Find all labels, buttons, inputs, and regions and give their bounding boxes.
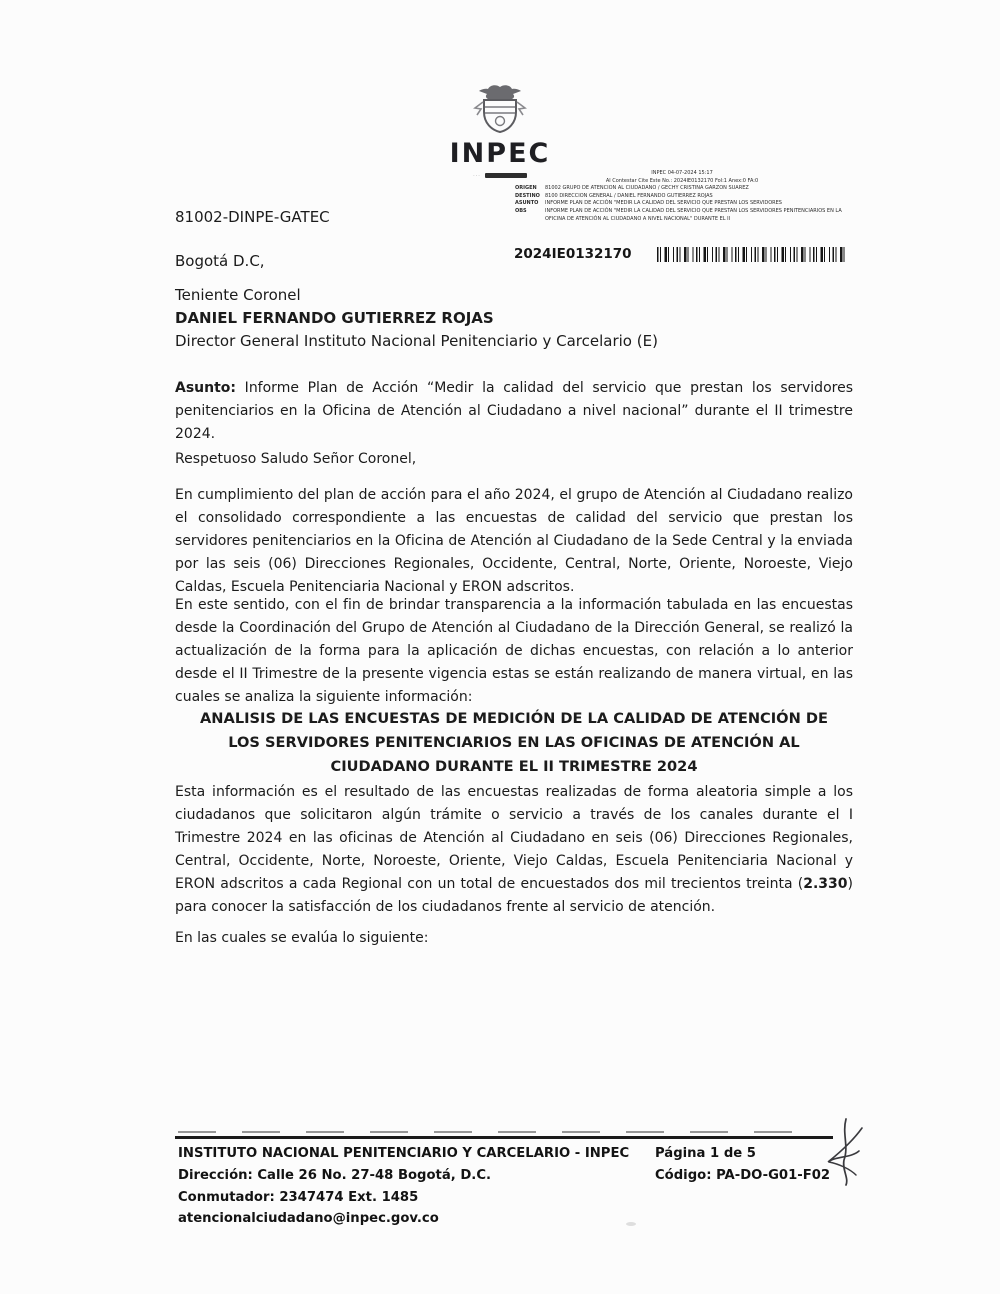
heading-line-2: LOS SERVIDORES PENITENCIARIOS EN LAS OFICINAS DE ATENCIÓN AL: [228, 734, 800, 751]
footer-phone: Conmutador: 2347474 Ext. 1485: [178, 1189, 419, 1205]
reference-code: 81002-DINPE-GATEC: [175, 208, 330, 226]
logo-wordmark: INPEC: [449, 138, 551, 169]
stamp-label: OBS: [515, 207, 527, 214]
footer-address: Dirección: Calle 26 No. 27-48 Bogotá, D.C.: [178, 1167, 492, 1183]
p3-total-encuestados: 2.330: [803, 876, 848, 892]
recipient-block: [175, 284, 658, 353]
footer-rule: [175, 1136, 833, 1139]
salutation: Respetuoso Saludo Señor Coronel,: [175, 451, 417, 467]
stamp-value: 81002 GRUPO DE ATENCION AL CIUDADANO / GECHY CRISTINA GARZON SUAREZ: [545, 185, 749, 192]
body-paragraph-3: [175, 781, 853, 919]
city-line: Bogotá D.C,: [175, 252, 265, 270]
stamp-value: 8100 DIRECCION GENERAL / DANIEL FERNANDO GUTIERREZ ROJAS: [545, 192, 713, 199]
footer-institution-block: [178, 1143, 629, 1230]
scan-smudge: [626, 1222, 636, 1226]
subject-paragraph: [175, 377, 853, 446]
stamp-row-obs: [515, 208, 849, 223]
subject-text: Informe Plan de Acción “Medir la calidad del servicio que prestan los servidores penitenciarios en la Oficina de Atención al Ciudadano a nivel nacional” durante el II trimestre 2024.: [175, 380, 853, 442]
footer-email: atencionalciudadano@inpec.gov.co: [178, 1211, 439, 1227]
stamp-value: INFORME PLAN DE ACCIÓN "MEDIR LA CALIDAD DEL SERVICIO QUE PRESTAN LOS SERVIDORES PENITENCIARIOS EN LA OFICINA DE ATENCIÓN AL CIUDADANO A NIVEL NACIONAL" DURANTE EL II: [545, 207, 842, 222]
body-paragraph-1: En cumplimiento del plan de acción para el año 2024, el grupo de Atención al Ciudadano realizo el consolidado correspondiente a las encuestas de calidad del servicio que prestan los servidores penitenciarios en la Oficina de Atención al Ciudadano de la Sede Central y la enviada por las seis (06) Direcciones Regionales, Occidente, Central, Norte, Oriente, Noroeste, Viejo Caldas, Escuela Penitenciaria Nacional y ERON adscritos.: [175, 487, 853, 595]
p3-text-post: ) para conocer la satisfacción de los ciudadanos frente al servicio de atención.: [175, 876, 853, 915]
recipient-rank: Teniente Coronel: [175, 286, 301, 304]
section-heading: [175, 707, 853, 779]
barcode: [657, 247, 845, 262]
colombia-coat-of-arms-icon: [471, 84, 529, 136]
filing-stamp: [515, 170, 849, 223]
stamp-label: ORIGEN: [515, 185, 537, 192]
radicado-number: 2024IE0132170: [514, 246, 632, 262]
footer-rule-scan-artifact: [178, 1131, 818, 1133]
stamp-datetime: INPEC 04-07-2024 15:17: [651, 170, 713, 176]
stamp-label: DESTINO: [515, 192, 540, 199]
logo-tagline-mark: [0, 172, 1000, 179]
handwritten-mark: [820, 1116, 872, 1188]
heading-line-1: ANALISIS DE LAS ENCUESTAS DE MEDICIÓN DE LA CALIDAD DE ATENCIÓN DE: [200, 710, 828, 727]
stamp-row-origen: [515, 185, 849, 193]
inpec-logo: [0, 84, 1000, 179]
p3-text-pre: Esta información es el resultado de las encuestas realizadas de forma aleatoria simple a los ciudadanos que solicitaron algún trámite o servicio a través de los canales durante el I Trimestre 2024 en las oficinas de Atención al Ciudadano en seis (06) Direcciones Regionales, Central, Occidente, Norte, Noroeste, Oriente, Viejo Caldas, Escuela Penitenciaria Nacional y ERON adscritos a cada Regional con un total de encuestados dos mil trecientos treinta (: [175, 784, 853, 892]
footer-org-name: INSTITUTO NACIONAL PENITENCIARIO Y CARCELARIO - INPEC: [178, 1146, 630, 1161]
stamp-row-asunto: [515, 200, 849, 208]
stamp-value: INFORME PLAN DE ACCIÓN "MEDIR LA CALIDAD DEL SERVICIO QUE PRESTAN LOS SERVIDORES: [545, 200, 782, 207]
recipient-name: DANIEL FERNANDO GUTIERREZ ROJAS: [175, 309, 494, 327]
subject-label: Asunto:: [175, 380, 237, 396]
footer-page-number: Página 1 de 5: [655, 1146, 756, 1161]
footer-document-code: Código: PA-DO-G01-F02: [655, 1167, 831, 1183]
recipient-title: Director General Instituto Nacional Penitenciario y Carcelario (E): [175, 332, 658, 350]
stamp-cite-number: Al Contestar Cite Este No.: 2024IE0132170 Fol:1 Anex:0 FA:0: [605, 177, 759, 184]
logo-tagline-dots: ···: [473, 172, 481, 179]
body-paragraph-4: En las cuales se evalúa lo siguiente:: [175, 930, 429, 946]
stamp-label: ASUNTO: [515, 200, 539, 207]
heading-line-3: CIUDADANO DURANTE EL II TRIMESTRE 2024: [330, 758, 698, 775]
body-paragraph-2: En este sentido, con el fin de brindar transparencia a la información tabulada en las encuestas desde la Coordinación del Grupo de Atención al Ciudadano de la Dirección General, se realizó la actualización de la forma para la aplicación de dichas encuestas, con relación a lo anterior desde el II Trimestre de la presente vigencia estas se están realizando de manera virtual, en las cuales se analiza la siguiente información:: [175, 597, 853, 705]
footer-meta-block: [655, 1143, 830, 1187]
